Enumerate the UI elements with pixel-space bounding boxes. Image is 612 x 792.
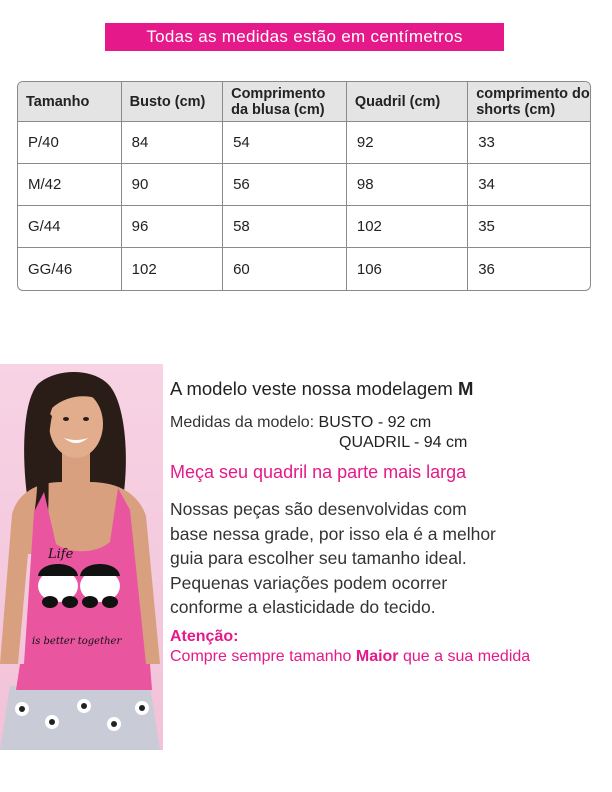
- cell-size: M/42: [18, 164, 122, 206]
- table-row: [18, 164, 590, 206]
- attention-message: [170, 648, 530, 666]
- paragraph-line: Nossas peças são desenvolvidas com: [170, 499, 467, 519]
- header-size: Tamanho: [18, 82, 122, 122]
- cell-size: GG/46: [18, 248, 122, 290]
- cell-shorts-length: 34: [468, 164, 590, 206]
- shirt-text-top: Life: [48, 547, 74, 562]
- cell-bust: 84: [122, 122, 223, 164]
- size-guide-paragraph: [170, 497, 570, 620]
- cell-hip: 102: [347, 206, 468, 248]
- paragraph-line: base nessa grade, por isso ela é a melhor: [170, 523, 496, 544]
- model-measures-line: [170, 414, 431, 432]
- model-size-text: A modelo veste nossa modelagem: [170, 378, 453, 399]
- paragraph-line: guia para escolher seu tamanho ideal.: [170, 548, 467, 568]
- shorts: [0, 686, 160, 750]
- cell-shorts-length: 33: [468, 122, 590, 164]
- attention-emphasis: Maior: [355, 648, 399, 665]
- measure-tip: Meça seu quadril na parte mais larga: [170, 462, 467, 482]
- header-shorts-length: comprimento do shorts (cm): [468, 82, 590, 122]
- cell-size: G/44: [18, 206, 122, 248]
- cell-shirt-length: 54: [223, 122, 347, 164]
- header-bust: Busto (cm): [122, 82, 223, 122]
- measure-hip: QUADRIL - 94 cm: [339, 434, 468, 451]
- attention-after: que a sua medida: [398, 648, 531, 665]
- table-row: [18, 206, 590, 248]
- model-size-value: M: [457, 378, 474, 399]
- table-header-row: [18, 82, 590, 122]
- cell-shorts-length: 36: [478, 260, 495, 278]
- cell-shorts-length: 35: [468, 206, 590, 248]
- cell-hip: 98: [347, 164, 468, 206]
- cell-size: P/40: [18, 122, 122, 164]
- cell-shirt-length: 58: [223, 206, 347, 248]
- header-shirt-length: Comprimento da blusa (cm): [223, 82, 347, 122]
- attention-label: Atenção:: [170, 628, 239, 645]
- paragraph-line: conforme a elasticidade do tecido.: [170, 597, 436, 617]
- table-row: [18, 248, 590, 290]
- table-row: [18, 122, 590, 164]
- cell-bust: 96: [122, 206, 223, 248]
- model-photo: [0, 364, 163, 750]
- size-chart-table: [17, 81, 591, 291]
- shirt-text-bottom: is better together: [32, 636, 122, 647]
- model-size-line: [170, 378, 473, 400]
- attention-before: Compre sempre tamanho: [170, 648, 356, 665]
- units-banner: Todas as medidas estão em centímetros: [105, 23, 504, 51]
- paragraph-line: Pequenas variações podem ocorrer: [170, 572, 448, 593]
- cell-shirt-length: 56: [223, 164, 347, 206]
- cell-hip: 106: [347, 248, 468, 290]
- cell-bust: 102: [122, 248, 223, 290]
- model-illustration: [0, 364, 163, 750]
- cell-bust: 90: [122, 164, 223, 206]
- cell-hip: 92: [347, 122, 468, 164]
- measures-label: Medidas da modelo:: [170, 414, 315, 431]
- cell-shirt-length: 60: [223, 248, 347, 290]
- header-hip: Quadril (cm): [347, 82, 468, 122]
- measure-bust: BUSTO - 92 cm: [318, 414, 432, 431]
